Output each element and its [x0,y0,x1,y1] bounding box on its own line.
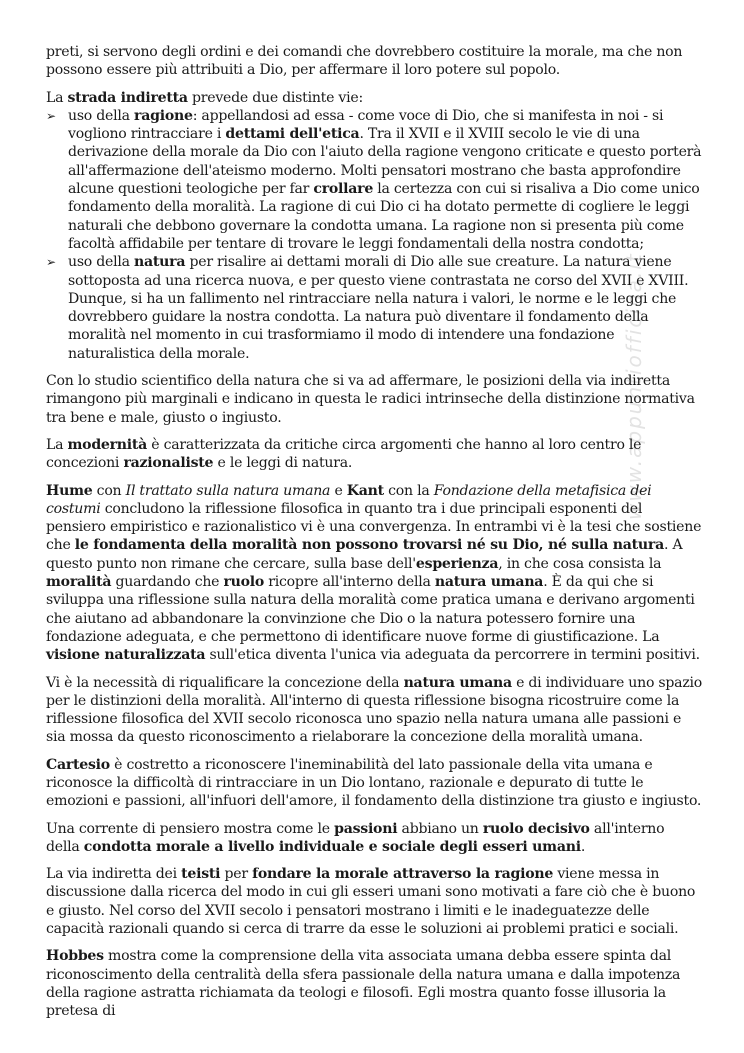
text-run: . [580,838,586,855]
text-run: Con lo studio scientifico della natura che si va ad affermare, le posizioni della via indiretta rimangono più marginali e indicano in questa le radici intrinseche della distinzione normativa tra bene e male, giusto o ingiusto. [46,373,695,426]
arrow-bullet-icon: ➢ [46,255,56,270]
paragraph-p7 [46,820,702,857]
body-paragraphs [46,372,702,1021]
text-run: preti, si servono degli ordini e dei comandi che dovrebbero costituire la morale, ma che non possono essere più attribuiti a Dio, per affermare il loro potere sul popolo. [46,44,683,79]
intro-paragraphs [46,43,702,107]
paragraph-p1 [46,89,702,107]
bold-text: le fondamenta della moralità non possono trovarsi né su Dio, né sulla natura [74,537,664,554]
bold-text: natura [134,254,186,271]
bold-text: natura umana [434,574,544,591]
bold-text: strada indiretta [67,89,188,106]
text-run: è costretto a riconoscere l'ineminabilità del lato passionale della vita umana e riconosce la difficoltà di rintracciare in un Dio lontano, razionale e depurato di tutte le emozioni e passioni, all'infuori dell'amore, il fondamento della distinzione tra giusto e ingiusto. [46,756,702,810]
bold-text: visione naturalizzata [46,647,206,664]
text-run: ricopre all'interno della [264,574,435,591]
paragraph-p5 [46,674,702,747]
bold-text: razionaliste [123,455,214,472]
text-run: . A questo punto non rimane che cercare, sulla base dell' [46,537,683,572]
text-run: per [220,866,253,883]
bold-text: Hobbes [46,948,104,965]
text-run: La [46,436,68,453]
text-run: con la [383,482,434,499]
text-run: . Tra il XVII e il XVIII secolo le vie di una derivazione della morale da Dio con l'aiuto della ragione vengono criticate e questo porterà all'affermazione dell'ateismo moderno. Molti pensatori mostrano che basta approfondire alcune questioni teologiche per far [68,126,702,198]
bold-text: ragione [134,107,193,124]
italic-title: Fondazione della metafisica dei costumi [46,482,652,517]
paragraph-p0 [46,43,702,80]
text-run: La via indiretta dei [46,866,182,883]
paragraph-p6 [46,756,702,811]
paragraph-p2 [46,372,702,427]
paragraph-p4 [46,482,702,665]
document-page [46,43,702,1030]
bold-text: ruolo decisivo [482,820,590,837]
text-run: e le leggi di natura. [213,455,353,472]
paragraph-p9 [46,947,702,1020]
text-run: concludono la riflessione filosofica in quanto tra i due principali esponenti del pensiero empiristico e razionalistico vi è una convergenza. In entrambi vi è la tesi che sostiene che [46,500,702,554]
text-run: uso della [68,107,135,124]
bold-text: crollare [313,181,374,198]
text-run: è caratterizzata da critiche circa argomenti che hanno al loro centro le concezioni [46,436,642,472]
paragraph-p8 [46,865,702,938]
bold-text: esperienza [415,555,499,572]
bullet-list [46,107,702,363]
watermark: www.appuntiofficina.it [622,252,646,520]
text-run: uso della [68,254,135,271]
text-run: la certezza con cui si risaliva a Dio come unico fondamento della moralità. La ragione di cui Dio ci ha dotato permette di cogliere le leggi naturali che debbono governare la condotta umana. La ragione non si presenta più come facoltà affidabile per tentare di trovare le leggi fondamentali della nostra condotta; [68,181,700,252]
text-run: con [92,482,126,499]
text-run: Una corrente di pensiero mostra come le [46,820,335,837]
arrow-bullet-icon: ➢ [46,108,56,123]
text-run: e [330,482,347,499]
bullet-item-b2 [46,253,702,363]
text-run: Vi è la necessità di riqualificare la concezione della [46,674,404,691]
text-run: per risalire ai dettami morali di Dio alle sue creature. La natura viene sottoposta ad una ricerca nuova, e per questo viene contrastata ne corso del XVII e XVIII. Dunque, si ha un fallimento nel rintracciare nella natura i valori, le norme e le leggi che dovrebbero guidare la nostra condotta. La natura può diventare il fondamento della moralità nel momento in cui trasformiamo il modo di intendere una fondazione naturalistica della morale. [68,254,689,362]
text-run: , in che cosa consista la [498,555,662,572]
bold-text: dettami dell'etica [225,126,360,143]
bold-text: condotta morale a livello individuale e sociale degli esseri umani [83,838,581,855]
bold-text: teisti [181,866,221,883]
text-run: prevede due distinte vie: [187,89,363,106]
text-run: . È da qui che si sviluppa una riflessione sulla natura della moralità come pratica umana e derivano argomenti che aiutano ad abbandonare la convinzione che Dio o la natura potessero fornire una fondazione adeguata, e che permettono di identificare nuove forme di giustificazione. La [46,574,695,645]
text-run: abbiano un [397,820,483,837]
bold-text: ruolo [223,574,265,591]
text-run: sull'etica diventa l'unica via adeguata da percorrere in termini positivi. [205,647,700,664]
bullet-item-b1 [46,107,702,253]
text-run: guardando che [111,574,224,591]
text-run: e di individuare uno spazio per le distinzioni della moralità. All'interno di questa riflessione bisogna ricostruire come la riflessione filosofica del XVII secolo riconosca uno spazio nella natura umana alle passioni e sia mossa da questo riconoscimento a rielaborare la concezione della moralità umana. [46,674,702,746]
bold-text: passioni [334,820,398,837]
text-run: La [46,89,68,106]
bold-text: Hume [46,482,93,499]
paragraph-p3 [46,436,702,473]
bold-text: modernità [67,436,148,453]
text-run: mostra come la comprensione della vita associata umana debba essere spinta dal riconoscimento della centralità della sfera passionale della natura umana e dalla impotenza della ragione astratta richiamata da teologi e filosofi. Egli mostra quanto fosse illusoria la pretesa di [46,948,681,1020]
text-run: viene messa in discussione dalla ricerca del modo in cui gli esseri umani sono motivati a fare ciò che è buono e giusto. Nel corso del XVII secolo i pensatori mostrano i limiti e le inadeguatezze delle capacità razionali quando si cerca di trarre da esse le soluzioni ai problemi pratici e sociali. [46,866,696,938]
bold-text: natura umana [403,674,512,691]
bold-text: Cartesio [46,756,110,773]
bold-text: fondare la morale attraverso la ragione [252,866,554,883]
italic-title: Il trattato sulla natura umana [125,482,331,499]
text-run: : appellandosi ad essa - come voce di Dio, che si manifesta in noi - si vogliono rintracciare i [68,107,664,143]
text-run: all'interno della [46,820,665,855]
bold-text: moralità [46,574,112,591]
bold-text: Kant [346,482,384,499]
